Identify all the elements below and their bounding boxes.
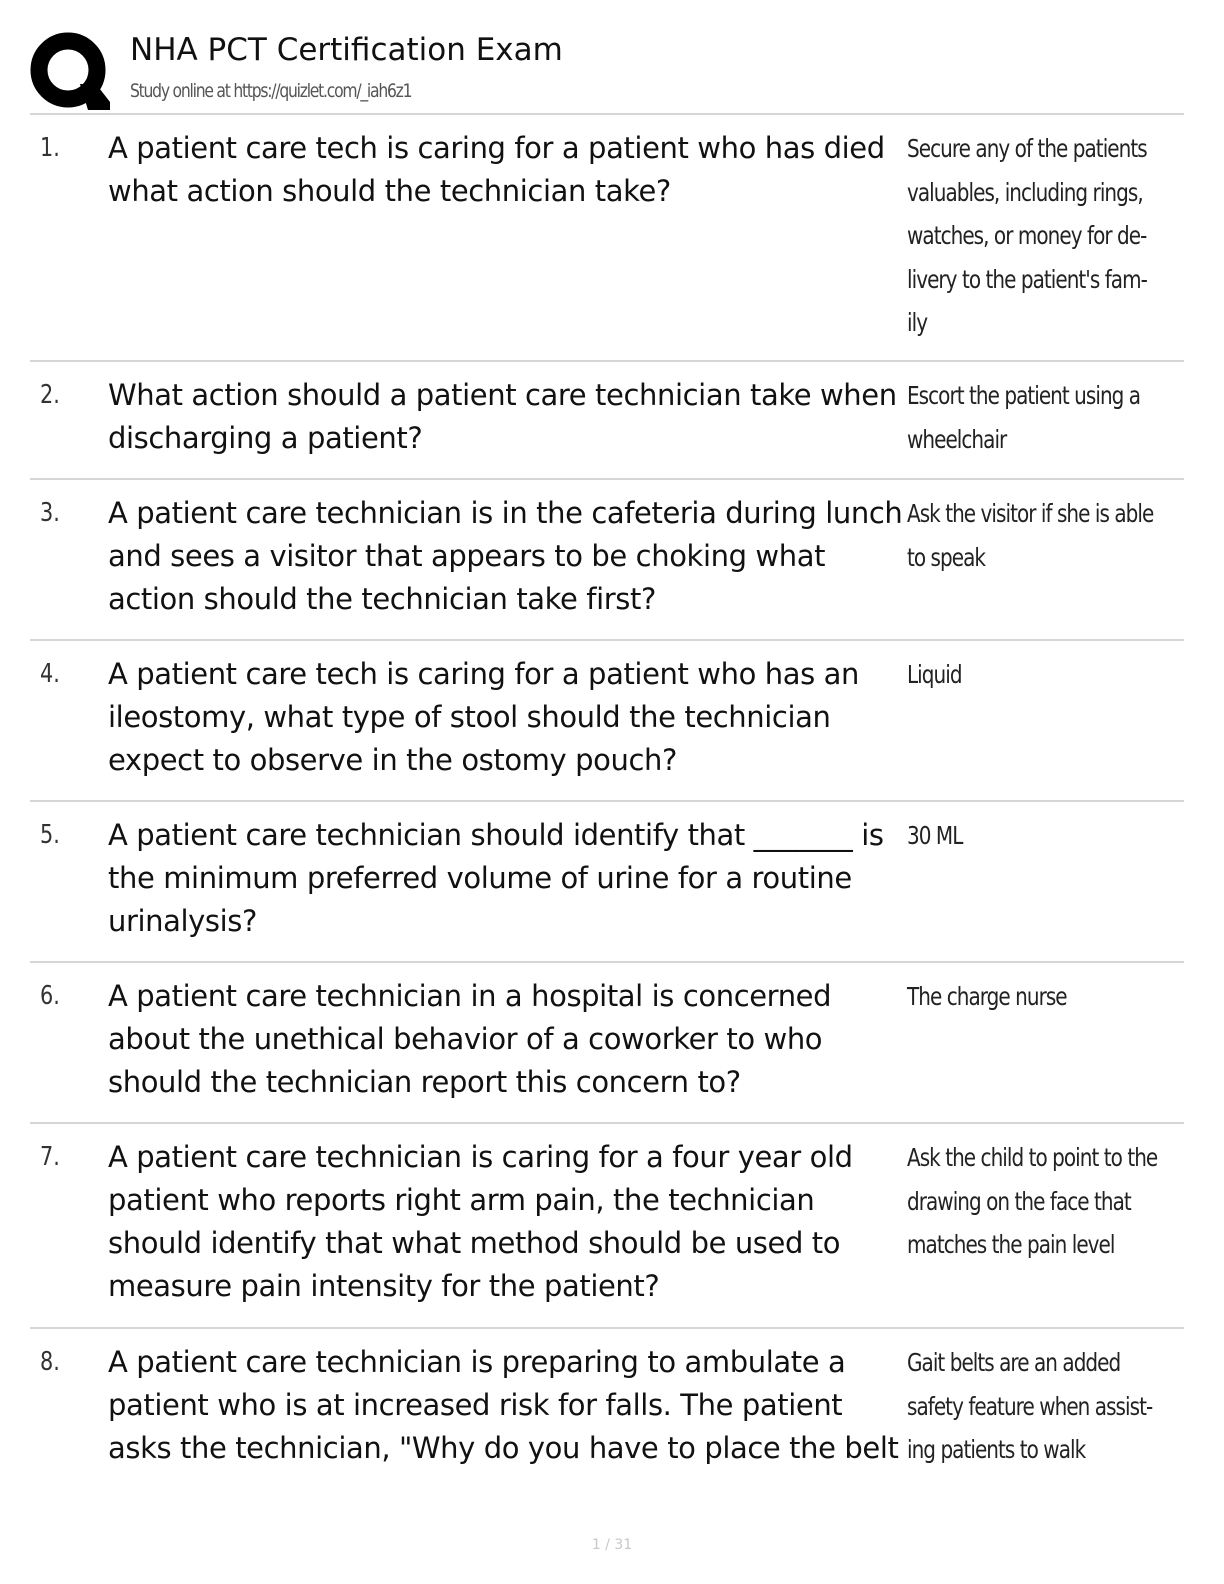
card-question: A patient care technician is preparing to ambulate a patient who is at increased risk for falls. The patient asks the technician, "Why do you have to place the belt (108, 1345, 899, 1465)
card-number: 2. (40, 380, 60, 410)
flashcard (30, 480, 1184, 641)
card-number: 3. (40, 498, 60, 528)
page-number: 1 / 31 (591, 1537, 633, 1553)
card-question: A patient care tech is caring for a patient who has died what action should the technician take? (108, 131, 885, 208)
flashcard (30, 362, 1184, 480)
flashcard-list (30, 115, 1184, 1489)
card-answer: Liquid (907, 660, 962, 689)
card-number: 7. (40, 1142, 60, 1172)
card-question: A patient care technician should identify that _______ is the minimum preferred volume of urine for a routine urinalysis? (108, 818, 884, 938)
flashcard (30, 115, 1184, 362)
card-number: 6. (40, 981, 60, 1011)
page-title: NHA PCT Certification Exam (130, 32, 563, 68)
card-number: 4. (40, 659, 60, 689)
card-answer: Escort the patient using a wheelchair (907, 381, 1141, 454)
quizlet-logo-icon (30, 32, 112, 114)
card-question: A patient care technician is caring for a four year old patient who reports right arm pain, the technician should identify that what method should be used to measure pain intensity for the patient? (108, 1140, 853, 1303)
card-answer: Ask the visitor if she is able to speak (907, 499, 1154, 572)
flashcard (30, 1329, 1184, 1489)
card-answer: 30 ML (907, 821, 963, 850)
card-answer: Ask the child to point to the drawing on the face that matches the pain level (907, 1143, 1158, 1259)
page-header (30, 30, 1190, 114)
flashcard (30, 963, 1184, 1124)
card-answer: Secure any of the patients valuables, including rings, watches, or money for de- livery to the patient's fam- ily (907, 134, 1147, 337)
card-question: What action should a patient care technician take when discharging a patient? (108, 378, 897, 455)
flashcard (30, 802, 1184, 963)
card-question: A patient care technician in a hospital is concerned about the unethical behavior of a coworker to who should the technician report this concern to? (108, 979, 832, 1099)
flashcard (30, 641, 1184, 802)
study-online-link-text: Study online at https://quizlet.com/_iah6z1 (130, 80, 412, 102)
card-number: 1. (40, 133, 60, 163)
card-number: 5. (40, 820, 60, 850)
card-number: 8. (40, 1347, 60, 1377)
card-question: A patient care tech is caring for a patient who has an ileostomy, what type of stool should the technician expect to observe in the ostomy pouch? (108, 657, 859, 777)
card-answer: Gait belts are an added safety feature when assist- ing patients to walk (907, 1348, 1153, 1464)
flashcard (30, 1124, 1184, 1329)
card-question: A patient care technician is in the cafeteria during lunch and sees a visitor that appears to be choking what action should the technician take first? (108, 496, 903, 616)
card-answer: The charge nurse (907, 982, 1067, 1011)
